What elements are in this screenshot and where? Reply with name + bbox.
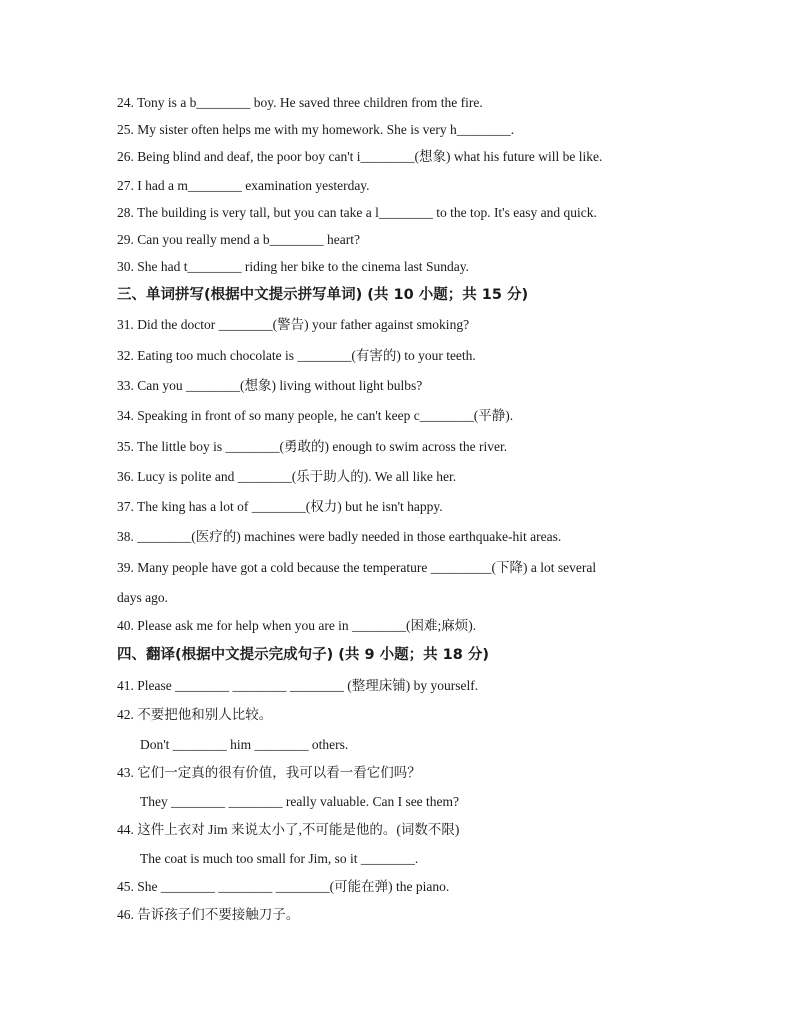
question-24: 24. Tony is a b________ boy. He saved three children from the fire. — [117, 95, 483, 110]
question-31: 31. Did the doctor ________(警告) your father against smoking? — [117, 317, 470, 332]
question-46-prompt: 46. 告诉孩子们不要接触刀子。 — [117, 907, 300, 922]
question-26: 26. Being blind and deaf, the poor boy can't i________(想象) what his future will be like. — [117, 149, 603, 164]
question-42-sentence: Don't ________ him ________ others. — [140, 737, 349, 752]
question-44-prompt: 44. 这件上衣对 Jim 来说太小了,不可能是他的。(词数不限) — [117, 822, 460, 837]
question-38: 38. ________(医疗的) machines were badly needed in those earthquake-hit areas. — [117, 529, 562, 544]
question-30: 30. She had t________ riding her bike to the cinema last Sunday. — [117, 259, 469, 274]
section-four-heading: 四、翻译(根据中文提示完成句子) (共 9 小题；共 18 分) — [117, 647, 490, 663]
question-34: 34. Speaking in front of so many people, he can't keep c________(平静). — [117, 408, 514, 423]
question-28: 28. The building is very tall, but you can take a l________ to the top. It's easy and quick. — [117, 205, 597, 220]
question-36: 36. Lucy is polite and ________(乐于助人的). We all like her. — [117, 469, 457, 484]
question-39: 39. Many people have got a cold because the temperature _________(下降) a lot several — [117, 560, 597, 575]
question-37: 37. The king has a lot of ________(权力) but he isn't happy. — [117, 499, 443, 514]
question-33: 33. Can you ________(想象) living without light bulbs? — [117, 378, 423, 393]
question-42-prompt: 42. 不要把他和别人比较。 — [117, 707, 273, 722]
question-35: 35. The little boy is ________(勇敢的) enough to swim across the river. — [117, 439, 508, 454]
question-40: 40. Please ask me for help when you are in ________(困难;麻烦). — [117, 618, 477, 633]
question-43-prompt: 43. 它们一定真的很有价值，我可以看一看它们吗？ — [117, 765, 421, 780]
question-43-sentence: They ________ ________ really valuable. Can I see them? — [140, 794, 460, 809]
question-44-sentence: The coat is much too small for Jim, so it ________. — [140, 851, 419, 866]
section-three-heading: 三、单词拼写(根据中文提示拼写单词) (共 10 小题；共 15 分) — [117, 287, 529, 303]
question-39-continued: days ago. — [117, 590, 168, 605]
question-25: 25. My sister often helps me with my homework. She is very h________. — [117, 122, 515, 137]
question-41: 41. Please ________ ________ ________ (整理床铺) by yourself. — [117, 678, 479, 693]
question-29: 29. Can you really mend a b________ heart? — [117, 232, 360, 247]
question-27: 27. I had a m________ examination yesterday. — [117, 178, 370, 193]
question-45: 45. She ________ ________ ________(可能在弹) the piano. — [117, 879, 450, 894]
question-32: 32. Eating too much chocolate is ________(有害的) to your teeth. — [117, 348, 476, 363]
